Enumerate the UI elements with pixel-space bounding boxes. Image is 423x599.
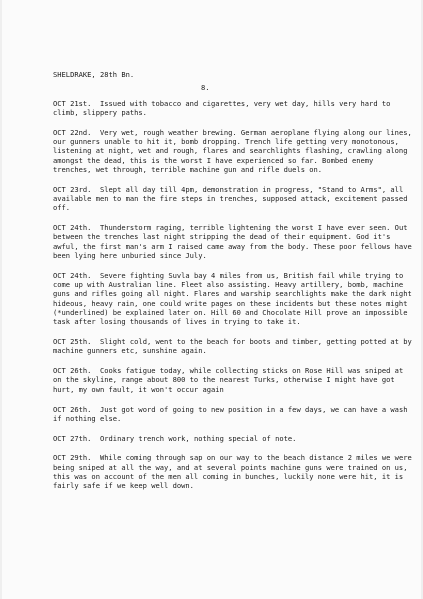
entry-date: OCT 24th. <box>53 270 92 280</box>
entry-text: Cooks fatigue today, while collecting sticks on Rose Hill was sniped at on the skyline, range about 800 to the nearest Turks, otherwise I might have got hurt, my own fault, it won't occur again <box>53 366 404 394</box>
diary-entry <box>53 337 413 356</box>
diary-entry <box>53 405 413 424</box>
entry-text: Thunderstorm raging, terrible lightening the worst I have ever seen. Out between the trenches last night stripping the dead of their equipment. God it's awful, the first man's arm I raised came away from the body. These poor fellows have been lying here unburied since July. <box>53 223 412 260</box>
diary-entry <box>53 453 413 490</box>
entry-text: Ordinary trench work, nothing special of note. <box>99 433 297 443</box>
entry-date: OCT 23rd. <box>53 184 92 194</box>
entry-date: OCT 22nd. <box>53 127 92 137</box>
document-header: SHELDRAKE, 28th Bn. <box>53 70 135 79</box>
diary-entry <box>53 366 413 394</box>
entry-date: OCT 26th. <box>53 404 92 414</box>
entry-date: OCT 24th. <box>53 223 92 233</box>
entry-text: Slept all day till 4pm, demonstration in progress, "Stand to Arms", all available men to man the fire steps in trenches, supposed attack, excitement passed off. <box>53 184 408 213</box>
entry-text: While coming through sap on our way to the beach distance 2 miles we were being sniped at all the way, and at several points machine guns were trained on us, this was on account of the men all coming in bunches, luckily none were hit, it is fairly safe if we keep well down. <box>53 453 412 491</box>
typed-document <box>53 70 413 501</box>
entry-text: Very wet, rough weather brewing. German aeroplane flying along our lines, our gunners unable to hit it, bomb dropping. Trench life getting very monotonous, listening at night, wet and rough, flares and searchlights flashing, crawling along amongst the dead, this is the worst I have experienced so far. Bombed enemy trenches, wet through, terrible machine gun and rifle duels on. <box>53 127 412 174</box>
entry-text: Issued with tobacco and cigarettes, very wet day, hills very hard to climb, slippery paths. <box>53 98 391 117</box>
entry-date: OCT 21st. <box>53 98 92 108</box>
diary-entry <box>53 271 413 327</box>
diary-entry <box>53 128 413 174</box>
diary-entry <box>53 99 413 118</box>
diary-entry <box>53 223 413 260</box>
entry-date: OCT 25th. <box>53 337 92 347</box>
page-edge-left <box>0 0 2 599</box>
diary-entry <box>53 185 413 213</box>
entry-text: Slight cold, went to the beach for boots and timber, getting potted at by machine gunners etc, sunshine again. <box>53 337 412 356</box>
page-number: 8. <box>201 83 210 93</box>
entry-date: OCT 29th. <box>53 453 92 463</box>
entry-date: OCT 26th. <box>53 366 92 376</box>
entry-text: Just got word of going to new position in a few days, we can have a wash if nothing else. <box>53 404 408 423</box>
diary-entry <box>53 434 413 443</box>
entry-date: OCT 27th. <box>53 433 92 443</box>
entry-text: Severe fighting Suvla bay 4 miles from us, British fail while trying to come up with Australian line. Fleet also assisting. Heavy artillery, bomb, machine guns and rifles going all night. Flares and warship searchlights make the dark night hideous, heavy rain, one could write pages on these incidents but these notes might (*underlined) be explained later on. Hill 60 and Chocolate Hill prove an impossible task after losing thousands of lives in trying to take it. <box>53 270 412 327</box>
